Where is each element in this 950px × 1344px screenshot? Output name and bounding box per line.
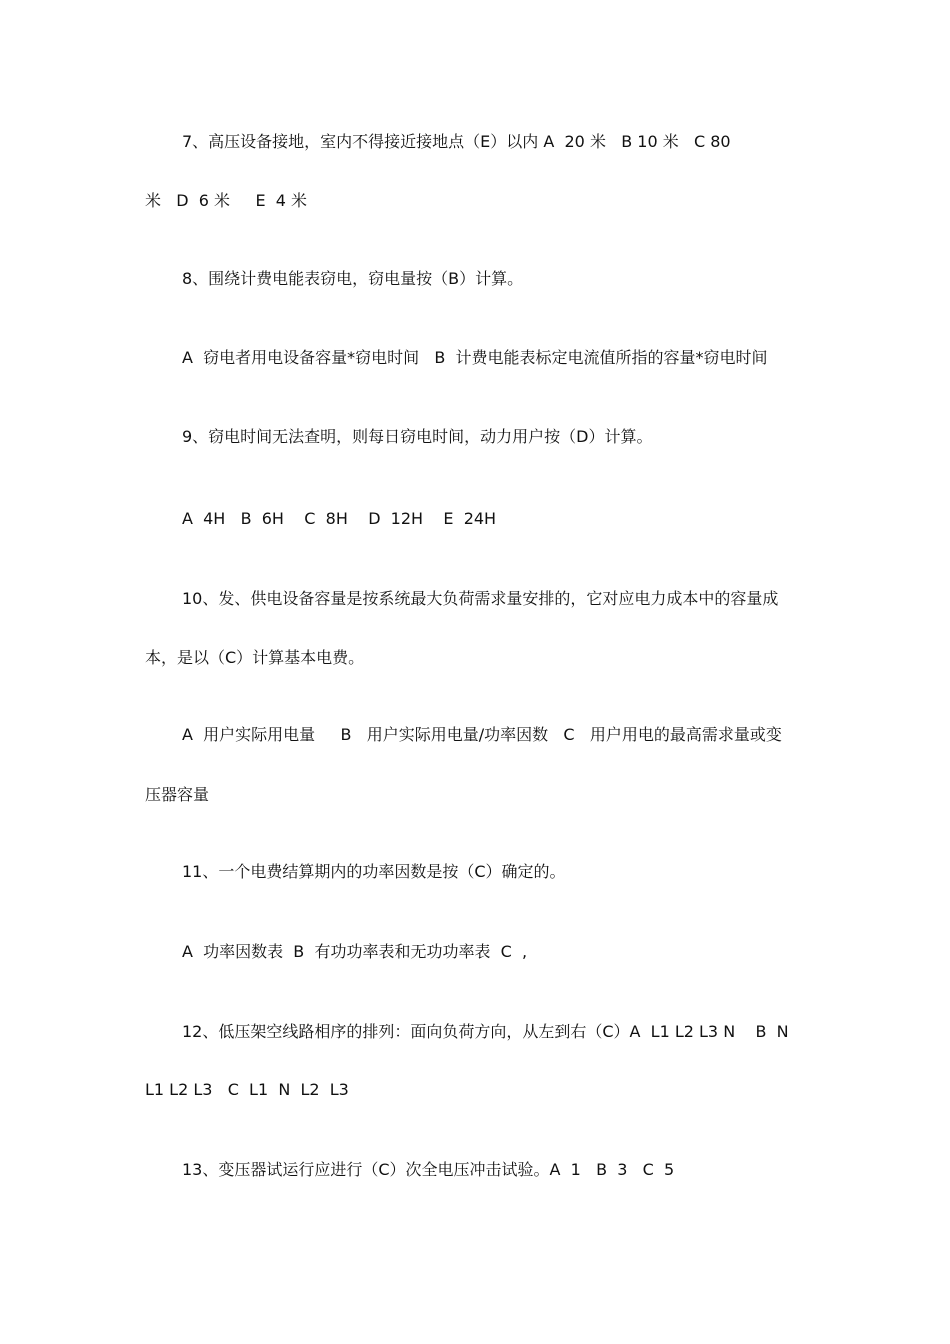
question-12-line-2: L1 L2 L3 C L1 N L2 L3 [145,1080,349,1099]
question-11-options: A 功率因数表 B 有功功率表和无功功率表 C , [182,942,528,961]
question-13-line: 13、变压器试运行应进行（C）次全电压冲击试验。A 1 B 3 C 5 [182,1160,675,1179]
question-10-line-1: 10、发、供电设备容量是按系统最大负荷需求量安排的，它对应电力成本中的容量成 [182,589,779,608]
question-9-stem: 9、窃电时间无法查明，则每日窃电时间，动力用户按（D）计算。 [182,427,653,446]
question-10-options-line-1: A 用户实际用电量 B 用户实际用电量/功率因数 C 用户用电的最高需求量或变 [182,725,782,744]
question-12-line-1: 12、低压架空线路相序的排列：面向负荷方向，从左到右（C）A L1 L2 L3 N B N [182,1022,789,1041]
question-7-line-1: 7、高压设备接地，室内不得接近接地点（E）以内 A 20 米 B 10 米 C 80 [182,132,731,151]
question-10-line-2: 本，是以（C）计算基本电费。 [145,648,365,667]
question-8-options: A 窃电者用电设备容量*窃电时间 B 计费电能表标定电流值所指的容量*窃电时间 [182,348,768,367]
question-9-options: A 4H B 6H C 8H D 12H E 24H [182,509,497,528]
question-8-stem: 8、围绕计费电能表窃电，窃电量按（B）计算。 [182,269,524,288]
question-11-stem: 11、一个电费结算期内的功率因数是按（C）确定的。 [182,862,566,881]
question-10-options-line-2: 压器容量 [145,785,210,804]
question-7-line-2: 米 D 6 米 E 4 米 [145,191,307,210]
